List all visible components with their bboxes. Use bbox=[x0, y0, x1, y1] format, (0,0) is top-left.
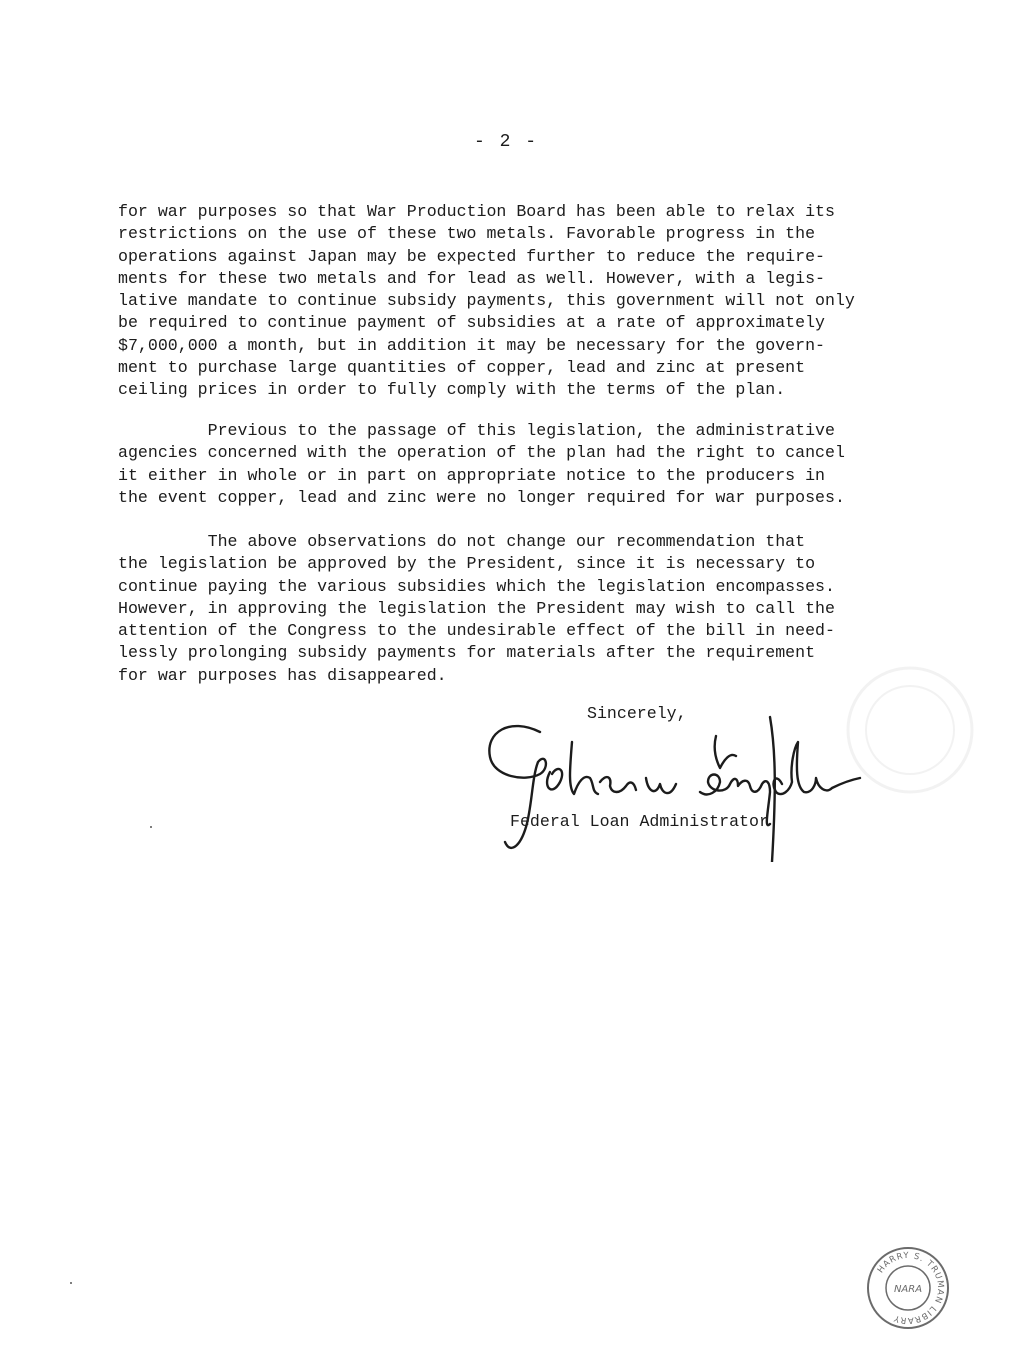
paragraph-line: for war purposes so that War Production Board has been able to relax its bbox=[118, 202, 835, 221]
paragraph-line: $7,000,000 a month, but in addition it may be necessary for the govern- bbox=[118, 335, 826, 355]
signer-title: Federal Loan Administrator bbox=[510, 812, 769, 831]
closing-salutation: Sincerely, bbox=[587, 704, 687, 723]
paragraph-line: the legislation be approved by the President, since it is necessary to bbox=[118, 554, 816, 574]
paragraph-line: Previous to the passage of this legislation, the administrative bbox=[118, 421, 835, 440]
paragraph-line: lessly prolonging subsidy payments for materials after the requirement bbox=[118, 643, 816, 663]
body-paragraph-2 bbox=[118, 420, 845, 509]
stamp-arc-text: HARRY S. TRUMAN LIBRARY bbox=[875, 1250, 946, 1326]
stamp-center-text: NARA bbox=[893, 1284, 923, 1295]
faint-library-stamp bbox=[840, 660, 980, 800]
paragraph-line: be required to continue payment of subsidies at a rate of approximately bbox=[118, 313, 826, 333]
paper-speck bbox=[150, 826, 152, 828]
library-stamp bbox=[865, 1245, 951, 1331]
body-paragraph-3 bbox=[118, 531, 835, 687]
paragraph-line: the event copper, lead and zinc were no longer required for war purposes. bbox=[118, 487, 845, 507]
paragraph-line: restrictions on the use of these two metals. Favorable progress in the bbox=[118, 224, 816, 244]
signature-graphic bbox=[480, 712, 870, 862]
page-number: - 2 - bbox=[473, 132, 538, 152]
body-paragraph-1 bbox=[118, 201, 855, 402]
paragraph-line: lative mandate to continue subsidy payments, this government will not only bbox=[118, 291, 855, 311]
paragraph-line: ceiling prices in order to fully comply with the terms of the plan. bbox=[118, 380, 786, 400]
paragraph-line: ment to purchase large quantities of copper, lead and zinc at present bbox=[118, 358, 806, 378]
paper-speck bbox=[70, 1282, 72, 1284]
paragraph-line: it either in whole or in part on appropriate notice to the producers in bbox=[118, 465, 826, 485]
paragraph-line: operations against Japan may be expected further to reduce the require- bbox=[118, 246, 826, 266]
paragraph-line: attention of the Congress to the undesirable effect of the bill in need- bbox=[118, 621, 835, 641]
paragraph-line: The above observations do not change our recommendation that bbox=[118, 532, 806, 551]
paragraph-line: agencies concerned with the operation of the plan had the right to cancel bbox=[118, 443, 845, 463]
paragraph-line: continue paying the various subsidies which the legislation encompasses. bbox=[118, 576, 835, 596]
paragraph-line: However, in approving the legislation the President may wish to call the bbox=[118, 598, 835, 618]
paragraph-line: for war purposes has disappeared. bbox=[118, 665, 447, 685]
paragraph-line: ments for these two metals and for lead as well. However, with a legis- bbox=[118, 268, 826, 288]
